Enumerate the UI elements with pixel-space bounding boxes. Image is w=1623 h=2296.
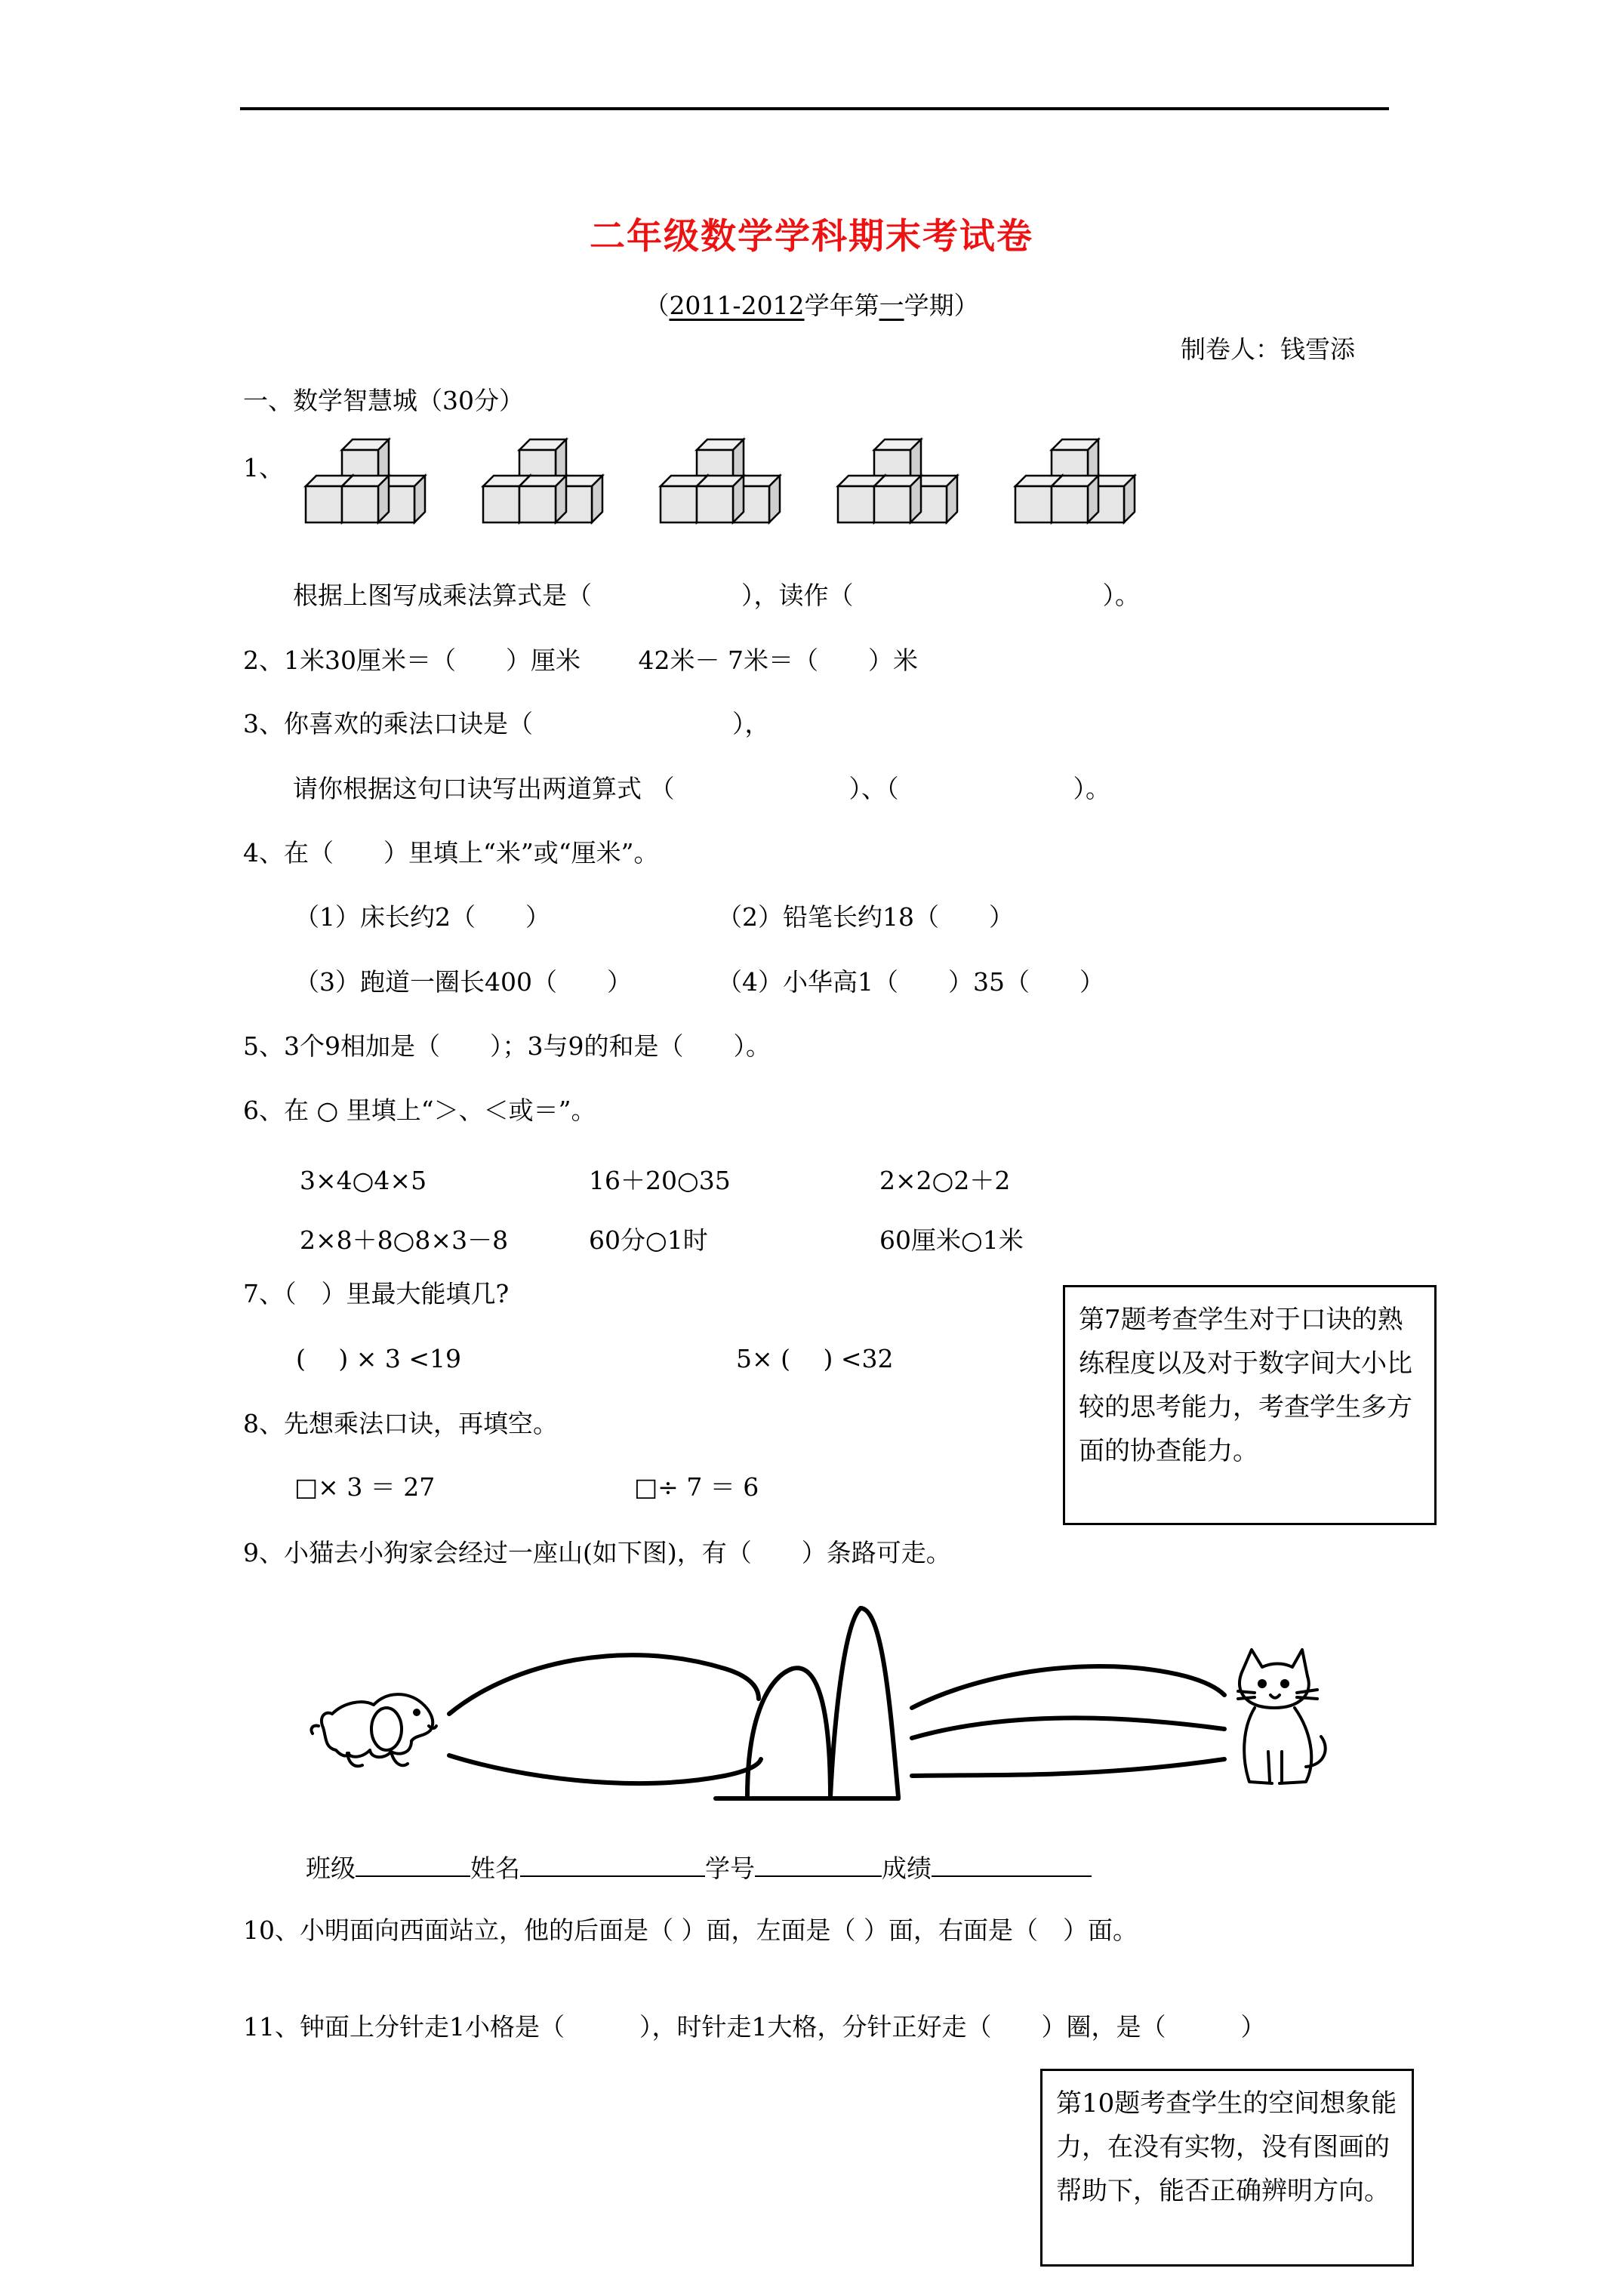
q6-r2c: 60厘米○1米 [879,1225,1024,1255]
q3-line1: 3、你喜欢的乘法口诀是（ ）， [243,709,770,738]
q8-item-b: □÷ 7 ＝ 6 [634,1472,759,1502]
q8-item-a: □× 3 ＝ 27 [294,1472,436,1502]
note-q7: 第7题考查学生对于口诀的熟练程度以及对于数字间大小比较的思考能力，考查学生多方面的协查能力。 [1063,1285,1437,1525]
term-close: 学期） [904,291,979,320]
cube-stack-icon [483,439,602,522]
student-info-row [306,1853,1092,1881]
author-line: 制卷人：钱雪添 [1181,334,1355,364]
q4-item-c: （3）跑道一圈长400（ ） [294,967,632,997]
term-open: （ [644,291,670,320]
term-mid: 学年第 [804,291,879,320]
cube-stack-icon [661,439,780,522]
q1-number: 1、 [243,453,284,482]
q7-item-a: ( ) × 3 <19 [296,1344,461,1373]
q4-item-b: （2）铅笔长约18（ ） [717,902,1014,932]
term-number: 一 [879,291,904,320]
q4-item-a: （1）床长约2（ ） [294,902,550,932]
name-field[interactable] [520,1853,705,1877]
q6-r1b: 16＋20○35 [589,1166,731,1195]
q9-figure [302,1578,1329,1812]
cube-stack-icon [1015,439,1135,522]
dog-icon [311,1694,436,1766]
class-field[interactable] [356,1853,470,1877]
q6-r2a: 2×8＋8○8×3－8 [300,1225,509,1255]
q5-text: 5、3个9相加是（ ）；3与9的和是（ ）。 [243,1031,771,1061]
cube-stacks-figure [298,430,1151,551]
section1-heading: 一、数学智慧城（30分） [243,386,524,415]
q6-heading: 6、在 ○ 里填上“＞、＜或＝”。 [243,1096,596,1125]
class-label: 班级 [306,1854,356,1883]
id-label: 学号 [705,1854,755,1883]
name-label: 姓名 [470,1854,520,1883]
q6-r1a: 3×4○4×5 [300,1166,427,1195]
term-line [0,293,1623,318]
q10-text: 10、小明面向西面站立，他的后面是（ ）面，左面是（ ）面，右面是（ ）面。 [243,1915,1138,1945]
score-label: 成绩 [882,1854,932,1883]
cube-stack-icon [306,439,425,522]
q8-heading: 8、先想乘法口诀，再填空。 [243,1409,558,1438]
q2-text: 2、1米30厘米＝（ ）厘米 42米－ 7米＝（ ）米 [243,646,918,675]
id-field[interactable] [755,1853,882,1877]
q9-text: 9、小猫去小狗家会经过一座山(如下图)，有（ ）条路可走。 [243,1538,951,1567]
q4-item-d: （4）小华高1（ ）35（ ） [717,967,1104,997]
term-years: 2011-2012 [669,291,805,320]
q1-text: 根据上图写成乘法算式是（ ），读作（ ）。 [293,581,1140,610]
q11-text: 11、钟面上分针走1小格是（ ），时针走1大格，分针正好走（ ）圈，是（ ） [243,2012,1266,2042]
q3-line2: 请你根据这句口诀写出两道算式 （ ）、（ ）。 [293,774,1110,803]
q6-r2b: 60分○1时 [589,1225,708,1255]
note-q10: 第10题考查学生的空间想象能力，在没有实物，没有图画的帮助下，能否正确辨明方向。 [1040,2069,1414,2267]
cat-icon [1238,1650,1326,1783]
q6-r1c: 2×2○2＋2 [879,1166,1011,1195]
page-title: 二年级数学学科期末考试卷 [590,216,1033,257]
q7-heading: 7、（ ）里最大能填几? [243,1279,510,1308]
q4-heading: 4、在（ ）里填上“米”或“厘米”。 [243,838,659,868]
score-field[interactable] [932,1853,1092,1877]
q7-item-b: 5× ( ) <32 [736,1344,894,1373]
header-rule [240,107,1389,110]
cube-stack-icon [838,439,957,522]
